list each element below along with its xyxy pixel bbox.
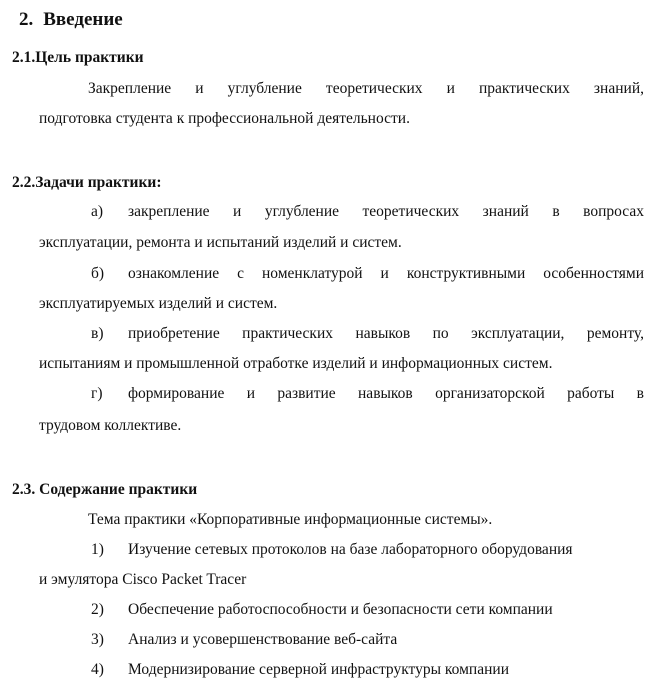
task-marker: а) — [91, 203, 104, 220]
task-line-1: приобретение практических навыков по эксплуатации, ремонту, — [128, 325, 644, 342]
task-line-2: эксплуатируемых изделий и систем. — [39, 295, 278, 312]
content-line-1: Изучение сетевых протоколов на базе лабораторного оборудования — [128, 541, 573, 558]
task-line-1: формирование и развитие навыков организаторской работы в — [128, 385, 644, 402]
task-marker: в) — [91, 325, 104, 342]
content-marker: 1) — [91, 541, 104, 558]
section-title — [19, 9, 123, 31]
content-marker: 2) — [91, 601, 104, 618]
tasks-heading: 2.2.Задачи практики: — [12, 174, 162, 191]
section-title-text: Введение — [43, 9, 123, 30]
content-marker: 4) — [91, 661, 104, 678]
content-heading: 2.3. Содержание практики — [12, 481, 198, 498]
goal-heading: 2.1.Цель практики — [12, 49, 144, 66]
task-marker: г) — [91, 385, 103, 402]
content-line-2: и эмулятора Cisco Packet Tracer — [39, 571, 247, 588]
goal-line-1: Закрепление и углубление теоретических и практических знаний, — [88, 80, 644, 97]
task-line-1: закрепление и углубление теоретических знаний в вопросах — [128, 203, 644, 220]
content-marker: 3) — [91, 631, 104, 648]
goal-line-2: подготовка студента к профессиональной деятельности. — [39, 110, 410, 127]
task-line-2: испытаниям и промышленной отработке изделий и информационных систем. — [39, 355, 553, 372]
task-marker: б) — [91, 265, 105, 282]
task-line-2: трудовом коллективе. — [39, 417, 182, 434]
content-line-1: Модернизирование серверной инфраструктуры компании — [128, 661, 509, 678]
section-number: 2. — [19, 9, 34, 30]
content-topic: Тема практики «Корпоративные информационные системы». — [88, 511, 493, 528]
content-line-1: Обеспечение работоспособности и безопасности сети компании — [128, 601, 553, 618]
content-line-1: Анализ и усовершенствование веб-сайта — [128, 631, 398, 648]
task-line-1: ознакомление с номенклатурой и конструктивными особенностями — [128, 265, 644, 282]
task-line-2: эксплуатации, ремонта и испытаний изделий и систем. — [39, 234, 402, 251]
